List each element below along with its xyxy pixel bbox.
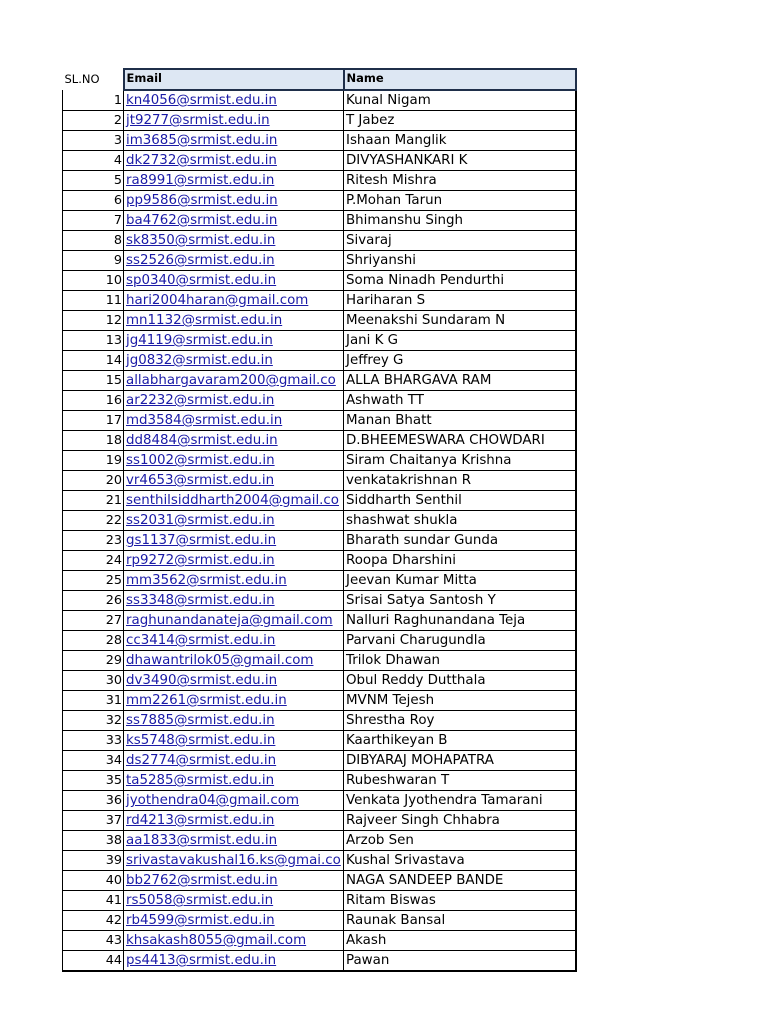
- table-row: [63, 311, 576, 331]
- serial-number-cell: 5: [63, 171, 124, 191]
- serial-number-cell: 40: [63, 871, 124, 891]
- name-cell: ALLA BHARGAVA RAM: [344, 371, 576, 391]
- email-link[interactable]: bb2762@srmist.edu.in: [126, 873, 278, 888]
- email-cell: [124, 911, 344, 931]
- table-row: [63, 691, 576, 711]
- name-cell: Nalluri Raghunandana Teja: [344, 611, 576, 631]
- email-cell: [124, 751, 344, 771]
- name-cell: Raunak Bansal: [344, 911, 576, 931]
- name-cell: Bharath sundar Gunda: [344, 531, 576, 551]
- table-row: [63, 711, 576, 731]
- table-row: [63, 851, 576, 871]
- table-row: [63, 411, 576, 431]
- name-cell: Sivaraj: [344, 231, 576, 251]
- table-row: [63, 431, 576, 451]
- table-row: [63, 131, 576, 151]
- serial-number-cell: 12: [63, 311, 124, 331]
- name-cell: Ishaan Manglik: [344, 131, 576, 151]
- name-cell: Rajveer Singh Chhabra: [344, 811, 576, 831]
- table-row: [63, 231, 576, 251]
- email-link[interactable]: rb4599@srmist.edu.in: [126, 913, 275, 928]
- serial-number-cell: 26: [63, 591, 124, 611]
- email-cell: [124, 151, 344, 171]
- email-link[interactable]: jt9277@srmist.edu.in: [126, 113, 270, 128]
- email-link[interactable]: ss1002@srmist.edu.in: [126, 453, 275, 468]
- serial-number-cell: 43: [63, 931, 124, 951]
- email-cell: [124, 431, 344, 451]
- serial-number-cell: 32: [63, 711, 124, 731]
- name-cell: Jani K G: [344, 331, 576, 351]
- serial-number-cell: 37: [63, 811, 124, 831]
- serial-number-cell: 33: [63, 731, 124, 751]
- name-cell: Shrestha Roy: [344, 711, 576, 731]
- header-row: [63, 69, 576, 90]
- serial-number-cell: 9: [63, 251, 124, 271]
- name-cell: Siddharth Senthil: [344, 491, 576, 511]
- email-link[interactable]: dv3490@srmist.edu.in: [126, 673, 278, 688]
- name-cell: Kaarthikeyan B: [344, 731, 576, 751]
- email-cell: [124, 331, 344, 351]
- email-cell: [124, 731, 344, 751]
- table-row: [63, 611, 576, 631]
- name-cell: Meenakshi Sundaram N: [344, 311, 576, 331]
- email-cell: [124, 351, 344, 371]
- email-cell: [124, 591, 344, 611]
- serial-number-cell: 39: [63, 851, 124, 871]
- name-cell: Soma Ninadh Pendurthi: [344, 271, 576, 291]
- email-link[interactable]: ar2232@srmist.edu.in: [126, 393, 275, 408]
- email-link[interactable]: ds2774@srmist.edu.in: [126, 753, 277, 768]
- email-cell: [124, 271, 344, 291]
- email-link[interactable]: aa1833@srmist.edu.in: [126, 833, 278, 848]
- email-link[interactable]: ks5748@srmist.edu.in: [126, 733, 276, 748]
- serial-number-cell: 21: [63, 491, 124, 511]
- email-cell: [124, 231, 344, 251]
- email-cell: [124, 571, 344, 591]
- email-link[interactable]: ba4762@srmist.edu.in: [126, 213, 278, 228]
- table-row: [63, 871, 576, 891]
- sl-no-header: SL.NO: [64, 72, 100, 86]
- student-email-table: [62, 68, 577, 972]
- table-row: [63, 631, 576, 651]
- email-cell: [124, 691, 344, 711]
- serial-number-cell: 14: [63, 351, 124, 371]
- name-cell: Parvani Charugundla: [344, 631, 576, 651]
- email-link[interactable]: jg4119@srmist.edu.in: [126, 333, 273, 348]
- serial-number-cell: 36: [63, 791, 124, 811]
- serial-number-cell: 20: [63, 471, 124, 491]
- email-cell: [124, 631, 344, 651]
- name-cell: Ritesh Mishra: [344, 171, 576, 191]
- email-link[interactable]: rp9272@srmist.edu.in: [126, 553, 275, 568]
- email-link[interactable]: jg0832@srmist.edu.in: [126, 353, 273, 368]
- name-cell: Venkata Jyothendra Tamarani: [344, 791, 576, 811]
- email-link[interactable]: hari2004haran@gmail.com: [126, 293, 309, 308]
- email-link[interactable]: gs1137@srmist.edu.in: [126, 533, 277, 548]
- email-link[interactable]: jyothendra04@gmail.com: [126, 793, 299, 808]
- email-link[interactable]: pp9586@srmist.edu.in: [126, 193, 278, 208]
- table-row: [63, 211, 576, 231]
- table-row: [63, 111, 576, 131]
- serial-number-cell: 23: [63, 531, 124, 551]
- email-link[interactable]: senthilsiddharth2004@gmail.co: [126, 493, 339, 508]
- email-link[interactable]: ss2031@srmist.edu.in: [126, 513, 275, 528]
- email-link[interactable]: im3685@srmist.edu.in: [126, 133, 278, 148]
- name-cell: Trilok Dhawan: [344, 651, 576, 671]
- serial-number-cell: 1: [63, 90, 124, 111]
- email-link[interactable]: vr4653@srmist.edu.in: [126, 473, 275, 488]
- serial-number-cell: 8: [63, 231, 124, 251]
- email-cell: [124, 491, 344, 511]
- name-cell: Jeevan Kumar Mitta: [344, 571, 576, 591]
- table-row: [63, 891, 576, 911]
- name-cell: Kunal Nigam: [344, 90, 576, 111]
- serial-number-cell: 41: [63, 891, 124, 911]
- serial-number-cell: 35: [63, 771, 124, 791]
- table-body: [63, 90, 576, 971]
- email-cell: [124, 891, 344, 911]
- serial-number-cell: 10: [63, 271, 124, 291]
- email-cell: [124, 371, 344, 391]
- name-cell: Kushal Srivastava: [344, 851, 576, 871]
- serial-number-cell: 24: [63, 551, 124, 571]
- serial-number-cell: 42: [63, 911, 124, 931]
- serial-number-cell: 31: [63, 691, 124, 711]
- serial-number-cell: 17: [63, 411, 124, 431]
- name-header: Name: [344, 69, 576, 90]
- email-link[interactable]: cc3414@srmist.edu.in: [126, 633, 276, 648]
- name-cell: Siram Chaitanya Krishna: [344, 451, 576, 471]
- email-link[interactable]: sk8350@srmist.edu.in: [126, 233, 276, 248]
- serial-number-cell: 29: [63, 651, 124, 671]
- table-row: [63, 371, 576, 391]
- serial-number-cell: 19: [63, 451, 124, 471]
- email-link[interactable]: ps4413@srmist.edu.in: [126, 953, 277, 968]
- email-cell: [124, 311, 344, 331]
- name-cell: Shriyanshi: [344, 251, 576, 271]
- email-cell: [124, 951, 344, 972]
- email-link[interactable]: dd8484@srmist.edu.in: [126, 433, 278, 448]
- name-cell: venkatakrishnan R: [344, 471, 576, 491]
- serial-number-cell: 44: [63, 951, 124, 972]
- name-cell: Rubeshwaran T: [344, 771, 576, 791]
- table-row: [63, 791, 576, 811]
- table-row: [63, 671, 576, 691]
- name-cell: Jeffrey G: [344, 351, 576, 371]
- table-row: [63, 351, 576, 371]
- email-link[interactable]: rd4213@srmist.edu.in: [126, 813, 275, 828]
- table-row: [63, 271, 576, 291]
- table-row: [63, 511, 576, 531]
- name-cell: Obul Reddy Dutthala: [344, 671, 576, 691]
- email-cell: [124, 851, 344, 871]
- name-cell: Ashwath TT: [344, 391, 576, 411]
- serial-number-cell: 27: [63, 611, 124, 631]
- serial-number-cell: 11: [63, 291, 124, 311]
- name-cell: P.Mohan Tarun: [344, 191, 576, 211]
- email-header: Email: [124, 69, 344, 90]
- serial-number-cell: 38: [63, 831, 124, 851]
- table-row: [63, 90, 576, 111]
- email-cell: [124, 451, 344, 471]
- table-row: [63, 531, 576, 551]
- email-link[interactable]: sp0340@srmist.edu.in: [126, 273, 277, 288]
- email-cell: [124, 211, 344, 231]
- table-row: [63, 171, 576, 191]
- serial-number-cell: 7: [63, 211, 124, 231]
- email-cell: [124, 931, 344, 951]
- table-row: [63, 151, 576, 171]
- table-row: [63, 911, 576, 931]
- name-cell: T Jabez: [344, 111, 576, 131]
- email-cell: [124, 131, 344, 151]
- name-cell: Hariharan S: [344, 291, 576, 311]
- serial-number-cell: 16: [63, 391, 124, 411]
- email-link[interactable]: dk2732@srmist.edu.in: [126, 153, 277, 168]
- email-cell: [124, 391, 344, 411]
- email-link[interactable]: mn1132@srmist.edu.in: [126, 313, 283, 328]
- table-row: [63, 831, 576, 851]
- email-cell: [124, 711, 344, 731]
- email-link[interactable]: raghunandanateja@gmail.com: [126, 613, 333, 628]
- email-cell: [124, 171, 344, 191]
- email-link[interactable]: dhawantrilok05@gmail.com: [126, 653, 314, 668]
- email-cell: [124, 871, 344, 891]
- email-link[interactable]: ra8991@srmist.edu.in: [126, 173, 275, 188]
- serial-number-cell: 34: [63, 751, 124, 771]
- email-link[interactable]: rs5058@srmist.edu.in: [126, 893, 274, 908]
- email-cell: [124, 651, 344, 671]
- name-cell: Arzob Sen: [344, 831, 576, 851]
- serial-number-cell: 13: [63, 331, 124, 351]
- serial-number-cell: 22: [63, 511, 124, 531]
- table-row: [63, 391, 576, 411]
- table-row: [63, 771, 576, 791]
- table-row: [63, 931, 576, 951]
- email-link[interactable]: ss2526@srmist.edu.in: [126, 253, 275, 268]
- table-row: [63, 291, 576, 311]
- email-link[interactable]: ta5285@srmist.edu.in: [126, 773, 275, 788]
- serial-number-cell: 2: [63, 111, 124, 131]
- email-cell: [124, 191, 344, 211]
- email-cell: [124, 90, 344, 111]
- email-link[interactable]: md3584@srmist.edu.in: [126, 413, 283, 428]
- table-row: [63, 331, 576, 351]
- table-row: [63, 191, 576, 211]
- email-link[interactable]: kn4056@srmist.edu.in: [126, 93, 277, 108]
- table-row: [63, 751, 576, 771]
- table-row: [63, 951, 576, 972]
- email-cell: [124, 551, 344, 571]
- serial-number-cell: 3: [63, 131, 124, 151]
- name-cell: D.BHEEMESWARA CHOWDARI: [344, 431, 576, 451]
- table-row: [63, 651, 576, 671]
- email-cell: [124, 791, 344, 811]
- email-cell: [124, 611, 344, 631]
- name-cell: shashwat shukla: [344, 511, 576, 531]
- serial-number-cell: 30: [63, 671, 124, 691]
- email-link[interactable]: mm2261@srmist.edu.in: [126, 693, 287, 708]
- name-cell: Akash: [344, 931, 576, 951]
- table-row: [63, 471, 576, 491]
- name-cell: Manan Bhatt: [344, 411, 576, 431]
- serial-number-cell: 4: [63, 151, 124, 171]
- serial-number-cell: 28: [63, 631, 124, 651]
- email-cell: [124, 671, 344, 691]
- name-cell: Pawan: [344, 951, 576, 972]
- name-cell: NAGA SANDEEP BANDE: [344, 871, 576, 891]
- table-row: [63, 731, 576, 751]
- email-cell: [124, 811, 344, 831]
- name-cell: Roopa Dharshini: [344, 551, 576, 571]
- name-cell: Srisai Satya Santosh Y: [344, 591, 576, 611]
- email-cell: [124, 831, 344, 851]
- name-cell: DIBYARAJ MOHAPATRA: [344, 751, 576, 771]
- email-cell: [124, 291, 344, 311]
- table-row: [63, 591, 576, 611]
- serial-number-cell: 15: [63, 371, 124, 391]
- table-row: [63, 451, 576, 471]
- email-cell: [124, 251, 344, 271]
- email-link[interactable]: khsakash8055@gmail.com: [126, 933, 307, 948]
- email-link[interactable]: ss7885@srmist.edu.in: [126, 713, 275, 728]
- serial-number-cell: 25: [63, 571, 124, 591]
- email-link[interactable]: allabhargavaram200@gmail.co: [126, 373, 336, 388]
- name-cell: DIVYASHANKARI K: [344, 151, 576, 171]
- email-link[interactable]: ss3348@srmist.edu.in: [126, 593, 275, 608]
- serial-number-cell: 18: [63, 431, 124, 451]
- name-cell: Bhimanshu Singh: [344, 211, 576, 231]
- email-cell: [124, 511, 344, 531]
- email-cell: [124, 531, 344, 551]
- table-row: [63, 251, 576, 271]
- email-cell: [124, 111, 344, 131]
- email-cell: [124, 411, 344, 431]
- email-cell: [124, 771, 344, 791]
- serial-number-cell: 6: [63, 191, 124, 211]
- table-row: [63, 491, 576, 511]
- table-row: [63, 571, 576, 591]
- table-row: [63, 551, 576, 571]
- name-cell: MVNM Tejesh: [344, 691, 576, 711]
- name-cell: Ritam Biswas: [344, 891, 576, 911]
- table-row: [63, 811, 576, 831]
- email-cell: [124, 471, 344, 491]
- email-link[interactable]: mm3562@srmist.edu.in: [126, 573, 287, 588]
- email-link[interactable]: srivastavakushal16.ks@gmai.co: [126, 853, 341, 868]
